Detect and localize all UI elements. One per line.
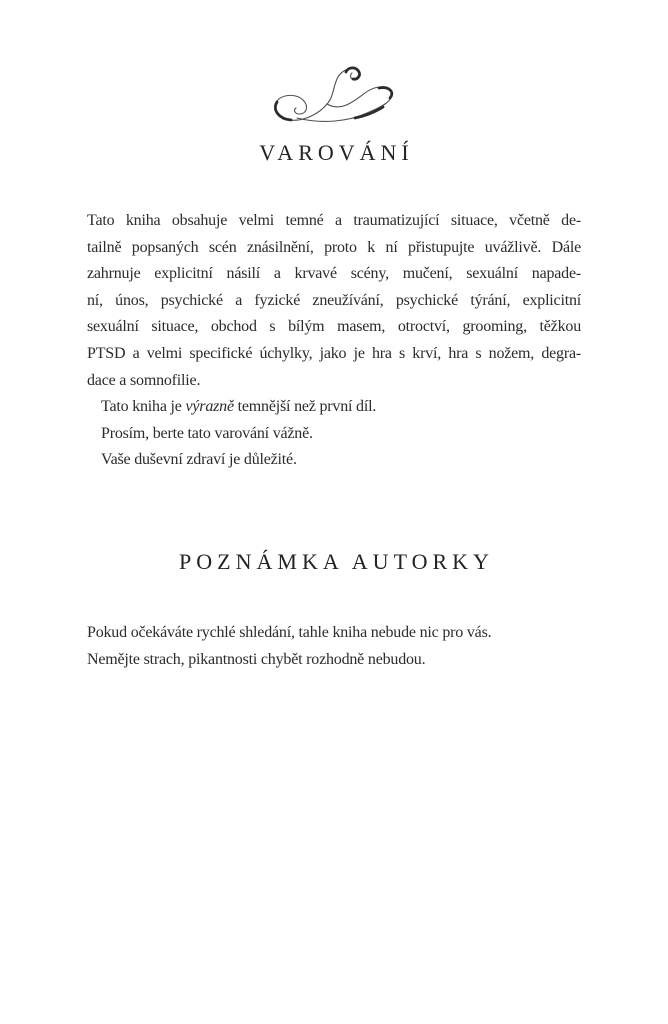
- warning-line: dace a somnofilie.: [87, 371, 201, 389]
- emphasis-suffix: temnější než první díl.: [233, 398, 377, 416]
- author-note-paragraph: [87, 620, 581, 673]
- emphasis-italic: výrazně: [185, 398, 234, 416]
- warning-plea-line: Prosím, berte tato varování vážně.: [101, 424, 313, 442]
- ornament-container: [87, 64, 581, 124]
- warning-line: sexuální situace, obchod s bílým masem, otroctví, grooming, těžkou: [87, 318, 581, 336]
- author-note-title: POZNÁMKA AUTORKY: [179, 548, 494, 574]
- warning-title: VAROVÁNÍ: [259, 140, 414, 165]
- emphasis-prefix: Tato kniha je: [101, 398, 186, 416]
- warning-line: zahrnuje explicitní násilí a krvavé scény, mučení, sexuální napade-: [87, 265, 581, 283]
- warning-line: ní, únos, psychické a fyzické zneužívání, psychické týrání, explicitní: [87, 291, 581, 309]
- warning-line: tailně popsaných scén znásilnění, proto k ní přistupujte uvážlivě. Dále: [87, 238, 581, 256]
- warning-paragraph: [87, 208, 581, 474]
- warning-emphasis-line: [87, 394, 581, 421]
- warning-line: PTSD a velmi specifické úchylky, jako je hra s krví, hra s nožem, degra-: [87, 344, 581, 362]
- flourish-ornament-icon: [268, 64, 400, 122]
- author-note-line: Nemějte strach, pikantnosti chybět rozhodně nebudou.: [87, 650, 426, 668]
- author-note-line: Pokud očekáváte rychlé shledání, tahle kniha nebude nic pro vás.: [87, 623, 492, 641]
- warning-line: Tato kniha obsahuje velmi temné a traumatizující situace, včetně de-: [87, 212, 581, 229]
- warning-plea-line: Vaše duševní zdraví je důležité.: [101, 451, 297, 469]
